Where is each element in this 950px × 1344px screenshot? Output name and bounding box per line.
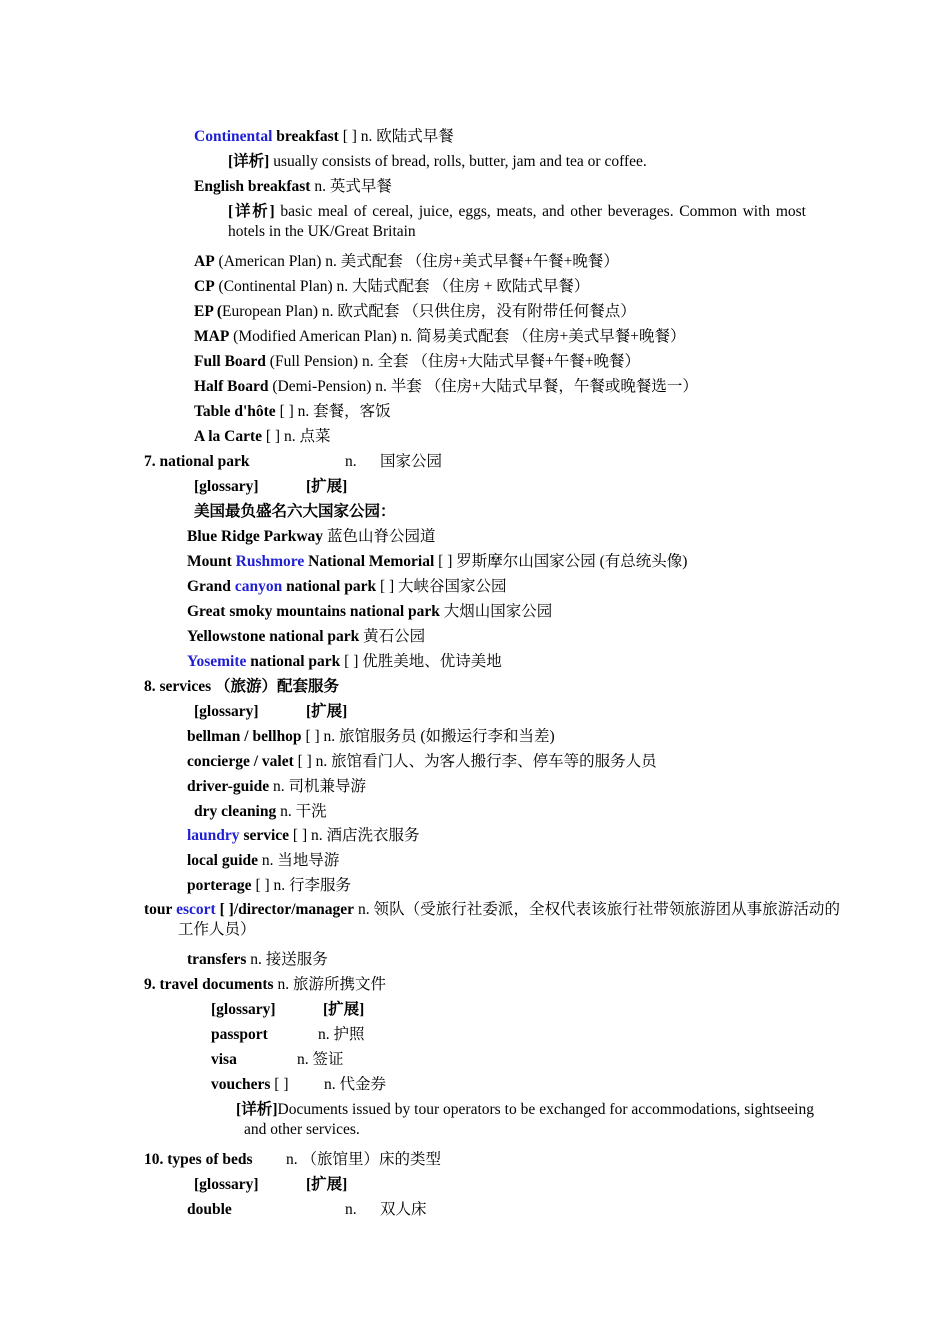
definition: n. 领队（受旅行社委派，全权代表该旅行社带领旅游团从事旅游活动的工作人员） bbox=[178, 901, 840, 938]
term-part: service bbox=[239, 827, 290, 844]
term-part: Mount bbox=[187, 553, 236, 570]
entry-a-la-carte bbox=[194, 427, 330, 447]
definition-vouchers: n. 代金券 bbox=[324, 1076, 387, 1093]
entry-laundry-service bbox=[187, 826, 420, 846]
term: Table d'hôte bbox=[194, 403, 276, 420]
term: bellman / bellhop bbox=[187, 728, 302, 745]
term-double: double bbox=[187, 1201, 232, 1218]
entry-ep bbox=[194, 302, 636, 322]
entry-tour-escort bbox=[144, 900, 840, 940]
definition: [ ] n. 酒店洗衣服务 bbox=[289, 827, 420, 844]
entry-ap bbox=[194, 252, 619, 272]
definition: (Demi-Pension) n. 半套 （住房+大陆式早餐，午餐或晚餐选一） bbox=[268, 378, 698, 395]
term: Full Board bbox=[194, 353, 266, 370]
section-heading-9 bbox=[144, 975, 386, 995]
entry-concierge bbox=[187, 752, 657, 772]
entry-table-dhote bbox=[194, 402, 391, 422]
park-yellowstone bbox=[187, 627, 425, 647]
parks-subheading: 美国最负盛名六大国家公园： bbox=[194, 503, 396, 520]
entry-half-board bbox=[194, 377, 698, 397]
definition: [ ] n. 旅馆服务员 (如搬运行李和当差) bbox=[301, 728, 555, 745]
park-rushmore bbox=[187, 552, 687, 572]
definition-visa: n. 签证 bbox=[297, 1051, 344, 1068]
expansion-label: [扩展] bbox=[306, 703, 348, 720]
definition: [ ] n. 行李服务 bbox=[251, 877, 352, 894]
glossary-label: [glossary] bbox=[194, 703, 259, 720]
expansion-label: [扩展] bbox=[306, 478, 348, 495]
detail-english-breakfast bbox=[228, 202, 806, 242]
definition: n. 当地导游 bbox=[258, 852, 340, 869]
definition-double: 双人床 bbox=[380, 1201, 427, 1218]
section-10-meaning: n. （旅馆里）床的类型 bbox=[286, 1151, 442, 1168]
definition: (American Plan) n. 美式配套 （住房+美式早餐+午餐+晚餐） bbox=[214, 253, 619, 270]
definition: [ ] 罗斯摩尔山国家公园 (有总统头像) bbox=[434, 553, 688, 570]
term: porterage bbox=[187, 877, 252, 894]
park-yosemite bbox=[187, 652, 502, 672]
expansion-label: [扩展] bbox=[323, 1001, 365, 1018]
park-great-smoky bbox=[187, 602, 552, 622]
heading-meaning: n. 旅游所携文件 bbox=[273, 976, 386, 993]
term-part: National Memorial bbox=[304, 553, 435, 570]
glossary-label: [glossary] bbox=[194, 478, 259, 495]
detail-continental-breakfast bbox=[228, 152, 647, 172]
term: vouchers bbox=[211, 1076, 271, 1093]
expansion-label: [扩展] bbox=[306, 1176, 348, 1193]
entry-bellman bbox=[187, 727, 555, 747]
heading-text: 9. travel documents bbox=[144, 976, 274, 993]
term-passport: passport bbox=[211, 1026, 268, 1043]
term: local guide bbox=[187, 852, 259, 869]
detail-label: [详析] bbox=[228, 153, 270, 170]
detail-text: usually consists of bread, rolls, butter, jam and tea or coffee. bbox=[269, 153, 647, 170]
section-heading-10: 10. types of beds bbox=[144, 1151, 253, 1168]
definition: n. 英式早餐 bbox=[310, 178, 392, 195]
term: MAP bbox=[194, 328, 230, 345]
term-part: [ ]/director/manager bbox=[215, 901, 355, 918]
term-visa: visa bbox=[211, 1051, 237, 1068]
detail-vouchers bbox=[236, 1100, 814, 1140]
definition: 蓝色山脊公园道 bbox=[323, 528, 436, 545]
term: CP bbox=[194, 278, 215, 295]
glossary-label: [glossary] bbox=[194, 1176, 259, 1193]
entry-english-breakfast bbox=[194, 177, 392, 197]
detail-label: [详析] bbox=[236, 1101, 278, 1118]
definition: 大烟山国家公园 bbox=[439, 603, 553, 620]
term: Half Board bbox=[194, 378, 269, 395]
brackets: [ ] bbox=[270, 1076, 289, 1093]
definition: [ ] 优胜美地、优诗美地 bbox=[340, 653, 502, 670]
term-highlight: escort bbox=[176, 901, 216, 918]
term: Great smoky mountains national park bbox=[187, 603, 440, 620]
term-highlight: Yosemite bbox=[187, 653, 247, 670]
pos-double: n. bbox=[345, 1201, 357, 1218]
entry-continental-breakfast bbox=[194, 127, 454, 147]
section-7-meaning: 国家公园 bbox=[380, 453, 443, 470]
term-part: national park bbox=[246, 653, 341, 670]
term-part: tour bbox=[144, 901, 177, 918]
definition: [ ] 大峡谷国家公园 bbox=[376, 578, 507, 595]
definition: (Modified American Plan) n. 简易美式配套 （住房+美式早餐+晚餐） bbox=[229, 328, 686, 345]
term: AP bbox=[194, 253, 215, 270]
term: transfers bbox=[187, 951, 247, 968]
term-highlight: canyon bbox=[234, 578, 283, 595]
term-highlight: laundry bbox=[187, 827, 240, 844]
definition: n. 接送服务 bbox=[246, 951, 328, 968]
detail-text: basic meal of cereal, juice, eggs, meats, and other beverages. Common with most hotels in the UK/Great Britain bbox=[228, 203, 806, 240]
term: concierge / valet bbox=[187, 753, 294, 770]
entry-full-board bbox=[194, 352, 640, 372]
entry-porterage bbox=[187, 876, 351, 896]
section-heading-7: 7. national park bbox=[144, 453, 250, 470]
term: Blue Ridge Parkway bbox=[187, 528, 324, 545]
term-vouchers bbox=[211, 1075, 289, 1095]
term: EP ( bbox=[194, 303, 222, 320]
term-breakfast: breakfast bbox=[272, 128, 339, 145]
entry-transfers bbox=[187, 950, 328, 970]
definition: [ ] n. 点菜 bbox=[262, 428, 331, 445]
definition: (Continental Plan) n. 大陆式配套 （住房 + 欧陆式早餐） bbox=[214, 278, 590, 295]
detail-text: Documents issued by tour operators to be exchanged for accommodations, sightseeing and other services. bbox=[244, 1101, 814, 1138]
entry-local-guide bbox=[187, 851, 339, 871]
definition-passport: n. 护照 bbox=[318, 1026, 365, 1043]
definition: European Plan) n. 欧式配套 （只供住房，没有附带任何餐点） bbox=[222, 303, 636, 320]
park-grand-canyon bbox=[187, 577, 507, 597]
definition: 黄石公园 bbox=[359, 628, 426, 645]
entry-map bbox=[194, 327, 685, 347]
term: Yellowstone national park bbox=[187, 628, 360, 645]
term: driver-guide bbox=[187, 778, 270, 795]
park-blue-ridge bbox=[187, 527, 435, 547]
term: English breakfast bbox=[194, 178, 311, 195]
section-7-pos: n. bbox=[345, 453, 357, 470]
entry-dry-cleaning bbox=[194, 802, 327, 822]
detail-label: [详析] bbox=[228, 203, 275, 220]
term: dry cleaning bbox=[194, 803, 277, 820]
term-highlight: Rushmore bbox=[235, 553, 305, 570]
definition: n. 干洗 bbox=[276, 803, 327, 820]
section-heading-8: 8. services （旅游）配套服务 bbox=[144, 678, 340, 695]
definition: [ ] n. 套餐，客饭 bbox=[275, 403, 391, 420]
term-continental: Continental bbox=[194, 128, 273, 145]
entry-driver-guide bbox=[187, 777, 366, 797]
glossary-label: [glossary] bbox=[211, 1001, 276, 1018]
definition: n. 司机兼导游 bbox=[269, 778, 366, 795]
definition: (Full Pension) n. 全套 （住房+大陆式早餐+午餐+晚餐） bbox=[265, 353, 641, 370]
entry-cp bbox=[194, 277, 589, 297]
definition: [ ] n. 欧陆式早餐 bbox=[338, 128, 454, 145]
term: A la Carte bbox=[194, 428, 263, 445]
term-part: national park bbox=[282, 578, 377, 595]
term-part: Grand bbox=[187, 578, 235, 595]
definition: [ ] n. 旅馆看门人、为客人搬行李、停车等的服务人员 bbox=[293, 753, 657, 770]
